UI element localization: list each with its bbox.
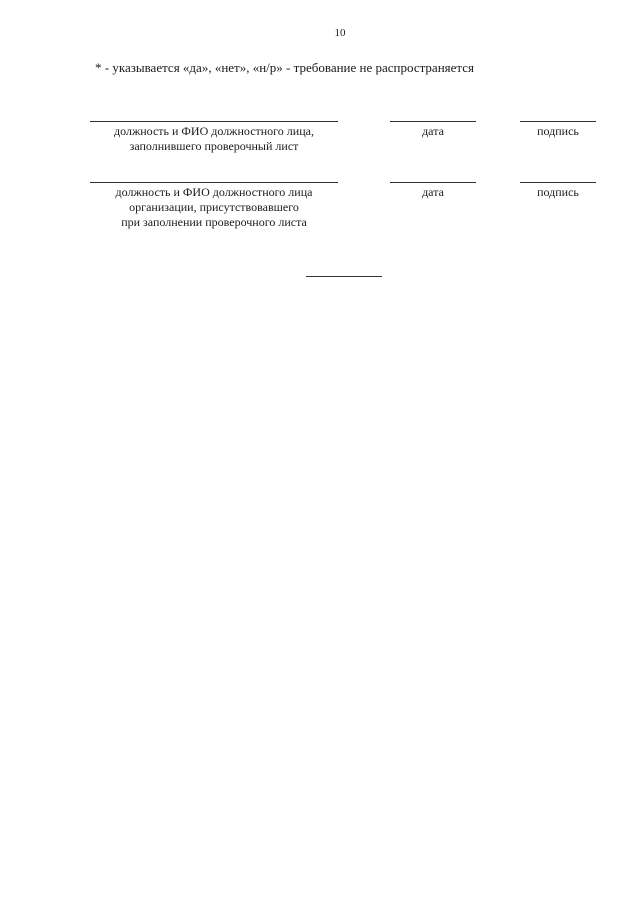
position-name-label — [90, 185, 338, 230]
signature-label: подпись — [537, 185, 579, 199]
date-label: дата — [422, 124, 444, 138]
signature-line — [520, 121, 596, 122]
position-name-label-line: должность и ФИО должностного лица — [115, 185, 313, 199]
position-name-label — [90, 124, 338, 154]
position-name-label-line: заполнившего проверочный лист — [129, 139, 299, 153]
position-name-line — [90, 121, 338, 122]
position-name-line — [90, 182, 338, 183]
signature-line — [520, 182, 596, 183]
page-number: 10 — [334, 27, 346, 39]
date-line — [390, 121, 476, 122]
position-name-label-line: при заполнении проверочного листа — [121, 215, 307, 229]
date-label: дата — [422, 185, 444, 199]
footnote-text: * - указывается «да», «нет», «н/р» - требование не распространяется — [95, 60, 474, 75]
position-name-label-line: должность и ФИО должностного лица, — [114, 124, 314, 138]
signature-label: подпись — [537, 124, 579, 138]
date-line — [390, 182, 476, 183]
end-of-document-rule — [306, 276, 382, 277]
position-name-label-line: организации, присутствовавшего — [129, 200, 299, 214]
